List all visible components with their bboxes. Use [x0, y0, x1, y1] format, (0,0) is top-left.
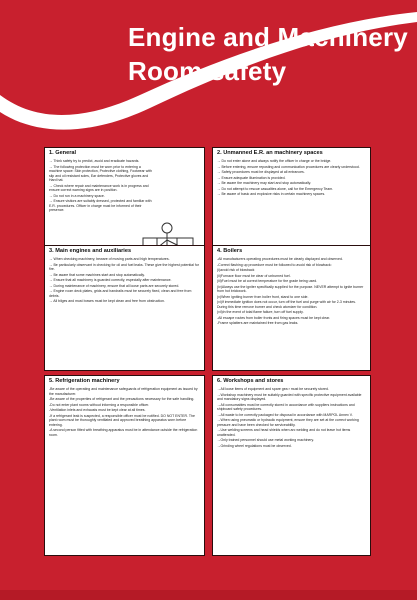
panel-line: →All waste to be correctly packaged for disposal in accordance with MARPOL Annex V. — [217, 412, 353, 417]
panel-line: → Engine room deck plates, grids and handrails must be securely fixed, clean and free from debris. — [49, 289, 192, 298]
panel-line: -Ventilation inlets and exhausts must be kept clear at all times. — [49, 408, 146, 412]
panel-line: (ii)Furnace floor must be clear of unburned fuel. — [217, 273, 291, 278]
panel-line: → Safety procedures must be displayed at all entrances. — [217, 170, 305, 174]
panel-line: →Use welding screens and head shields when arc welding and do not leave hot items unattended. — [217, 428, 351, 437]
panel-heading: 2. Unmanned E.R. an machinery spaces — [217, 150, 323, 156]
panel-line: → Be particularly observant in checking for oil and fuel leaks. These give the highest potential for fire. — [49, 262, 199, 271]
panel-line: →Only trained personnel should use metal working machinery. — [217, 438, 315, 442]
panel-boilers — [212, 245, 371, 371]
panel-line: → Be aware the machinery may start and stop automatically. — [217, 181, 312, 185]
panel-line: -Be aware of the properties of refrigerant and the precautions necessary for the safe handling. — [49, 397, 195, 401]
panel-line: →Workshop machinery must be suitably guarded with specific protective equipment available and mandatory signs displayed. — [217, 392, 362, 401]
panel-line: → All bilges and must bowes must be kept clean and free from obstruction. — [49, 299, 165, 303]
panel-line: → During maintenance of machinery, ensure that all loose parts are securely stored. — [49, 283, 180, 288]
panel-line: -A second person fitted with breathing apparatus must be in attendance outside the refrigeration room. — [49, 428, 198, 437]
panel-line: →All loose items of equipment and spare gea r must be securely stored. — [217, 387, 329, 391]
panel-line: → Check where repair and maintenance work is in progress and ensure correct warning signs are in position. — [49, 183, 149, 192]
panel-line: → The following protection must be worn prior to entering a machine space: Skin protection, Protective clothing, Footwear with slip and oil resistant soles, Ear defenders, Protective gloves and Hard hat. — [49, 164, 152, 182]
panel-line: -If a refrigerant leak is suspected, a responsible officer must be notified. DO NOT ENTER. The plant room must be thoroughly ventilated and approved breathing apparatus worn before entering. — [49, 413, 195, 427]
panel-workshops — [212, 375, 371, 556]
panel-line: -All escape routes from boiler fronts and firing spaces must be kept clear. — [217, 315, 331, 320]
panel-line: → Before entering, ensure reposting and communication procedures are clearly understood. — [217, 164, 360, 169]
panel-heading: 3. Main engines and auxiliaries — [49, 248, 132, 254]
panel-line: → Do not run in a machinery space. — [49, 193, 105, 198]
panel-main-engines — [44, 245, 205, 371]
panel-line: → Think safety try to predict, avoid and eradicate hazards. — [49, 159, 140, 163]
panel-line: -Frame splatters are maintained free from gas leaks. — [217, 321, 299, 325]
panel-line: → Be aware of basic and explosive risks in certain machinery spaces. — [217, 192, 326, 196]
panel-line: -Correct flashing up procedure must be followed to avoid risk of blowback: — [217, 262, 332, 267]
footer-strip — [0, 590, 417, 600]
panel-line: -All manufacturers operating procedures must be clearly displayed and observed. — [217, 257, 343, 261]
panel-line: (v)When igniting burner from boiler front, stand to one side. — [217, 294, 309, 299]
panel-line: → When checking machinery, beware of moving parts and high temperatures. — [49, 257, 170, 261]
panel-line: → Do not enter alone and always notify the officer in charge or the bridge. — [217, 159, 332, 163]
panel-line: → Be aware that some machines start and stop automatically. — [49, 272, 145, 277]
panel-line: → Ensure that all machinery is guarded correctly, especially after maintenance. — [49, 278, 172, 282]
panel-heading: 5. Refrigeration machinery — [49, 378, 120, 384]
panel-line: →When using pneumatic or hydraulic equipment, ensure they are set at the correct working pressure and have been checked for serviceability. — [217, 418, 359, 427]
panel-heading: 1. General — [49, 150, 77, 156]
panel-line: →All consumables must be correctly stored in accordance with suppliers instructions and shipboard safety procedures. — [217, 402, 355, 411]
panel-line: (iv)Always use the igniter specifically supplied for the purpose. NEVER attempt to ignite burner from hot brickwork. — [217, 284, 364, 293]
panel-line: → Do not attempt to rescue casualties alone, call for the Emergency Team. — [217, 186, 334, 191]
panel-line: (iii)Fuel must be at correct temperature for the grade being used. — [217, 279, 318, 283]
panel-line: → Ensure adequate illumination is provided. — [217, 175, 286, 180]
panel-line: -Be aware of the operating and maintenance safeguards of refrigeration equipment as issued by the manufacturer. — [49, 387, 198, 396]
panel-heading: 4. Boilers — [217, 248, 243, 254]
panel-line: → Ensure visitors are suitably dressed, protected and familiar with E.R. procedures. Officer in charge must be informed of their presence. — [49, 199, 152, 212]
panel-line: →Grinding wheel regulations must be observed. — [217, 443, 292, 448]
panel-line: -Do not enter plant rooms without informing a responsible officer. — [49, 402, 150, 407]
panel-line: (vi)If immediate ignition does not occur, turn off the fuel and purge with air for 2-3 minutes. During this time remove burner and check atomizer for condition. — [217, 300, 357, 309]
poster-title — [128, 20, 413, 88]
panel-line: (i)avoid risk of blowback — [217, 268, 255, 272]
panel-refrigeration — [44, 375, 205, 556]
panel-line: (vii)In the event of total flame failure, turn off fuel supply. — [217, 310, 304, 314]
panel-heading: 6. Workshops and stores — [217, 378, 284, 384]
title-line-1: Engine and Machinery — [128, 22, 408, 52]
title-line-2: Room safety — [128, 56, 287, 86]
